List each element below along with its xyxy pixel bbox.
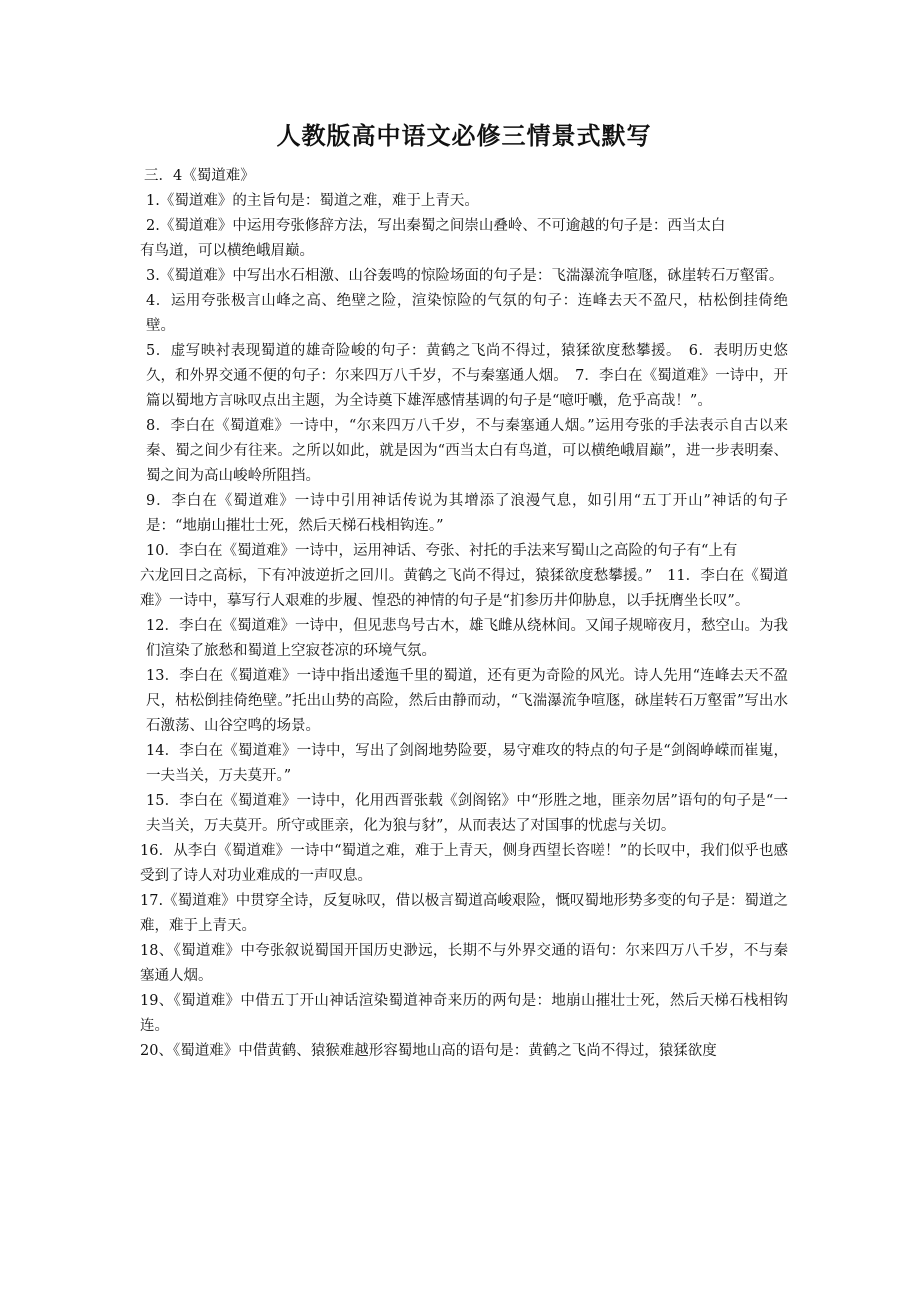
document-title: 人教版高中语文必修三情景式默写 (276, 121, 652, 150)
paragraph: 19、《蜀道难》中借五丁开山神话渲染蜀道神奇来历的两句是：地崩山摧壮士死，然后天梯石栈相钩连。 (140, 993, 788, 1034)
paragraph: 14．李白在《蜀道难》一诗中，写出了剑阁地势险要，易守难攻的特点的句子是“剑阁峥嵘而崔嵬，一夫当关，万夫莫开。” (146, 743, 788, 784)
paragraph: 13．李白在《蜀道难》一诗中指出逶迤千里的蜀道，还有更为奇险的风光。诗人先用“连峰去天不盈尺，枯松倒挂倚绝壁。”托出山势的高险，然后由静而动，“飞湍瀑流争喧豗，砯崖转石万壑雷”写出水石激荡、山谷空鸣的场景。 (146, 668, 788, 734)
paragraph: 17.《蜀道难》中贯穿全诗，反复咏叹，借以极言蜀道高峻艰险，慨叹蜀地形势多变的句子是：蜀道之难，难于上青天。 (140, 893, 788, 934)
paragraph: 8．李白在《蜀道难》一诗中，“尔来四万八千岁，不与秦塞通人烟。”运用夸张的手法表示自古以来秦、蜀之间少有往来。之所以如此，就是因为“西当太白有鸟道，可以横绝峨眉巅”，进一步表明秦、蜀之间为高山峻岭所阻挡。 (146, 418, 788, 484)
paragraph: 4．运用夸张极言山峰之高、绝壁之险，渲染惊险的气氛的句子：连峰去天不盈尺，枯松倒挂倚绝壁。 (146, 293, 788, 334)
paragraph: 20、《蜀道难》中借黄鹤、猿猴难越形容蜀地山高的语句是：黄鹤之飞尚不得过，猿猱欲度 (140, 1043, 717, 1059)
section-heading: 三．4《蜀道难》 (144, 168, 255, 184)
paragraph: 15．李白在《蜀道难》一诗中，化用西晋张载《剑阁铭》中“形胜之地，匪亲勿居”语句的句子是“一夫当关，万夫莫开。所守或匪亲，化为狼与豺”，从而表达了对国事的忧虑与关切。 (146, 793, 788, 834)
paragraph: 六龙回日之高标，下有冲波逆折之回川。黄鹤之飞尚不得过，猿猱欲度愁攀援。” 11．李白在《蜀道难》一诗中，摹写行人艰难的步履、惶恐的神情的句子是“扪参历井仰胁息，以手抚膺坐长叹”。 (140, 568, 788, 609)
paragraph: 5．虚写映衬表现蜀道的雄奇险峻的句子：黄鹤之飞尚不得过，猿猱欲度愁攀援。 6．表明历史悠久，和外界交通不便的句子：尔来四万八千岁，不与秦塞通人烟。 7．李白在《蜀道难》一诗中，开篇以蜀地方言咏叹点出主题，为全诗奠下雄浑感情基调的句子是“噫吁嚱，危乎高哉！”。 (146, 343, 788, 409)
paragraph: 18、《蜀道难》中夸张叙说蜀国开国历史渺远，长期不与外界交通的语句：尔来四万八千岁，不与秦塞通人烟。 (140, 943, 788, 984)
paragraph: 2.《蜀道难》中运用夸张修辞方法，写出秦蜀之间崇山叠岭、不可逾越的句子是：西当太白 (146, 218, 726, 234)
paragraph: 3.《蜀道难》中写出水石相激、山谷轰鸣的惊险场面的句子是：飞湍瀑流争喧豗，砯崖转石万壑雷。 (146, 268, 784, 284)
paragraph: 1.《蜀道难》的主旨句是：蜀道之难，难于上青天。 (146, 193, 479, 209)
paragraph: 9．李白在《蜀道难》一诗中引用神话传说为其增添了浪漫气息，如引用“五丁开山”神话的句子是：“地崩山摧壮士死，然后天梯石栈相钩连。” (146, 493, 788, 534)
paragraph: 16．从李白《蜀道难》一诗中“蜀道之难，难于上青天，侧身西望长咨嗟！”的长叹中，我们似乎也感受到了诗人对功业难成的一声叹息。 (140, 843, 788, 884)
paragraph: 10．李白在《蜀道难》一诗中，运用神话、夸张、衬托的手法来写蜀山之高险的句子有“上有 (146, 543, 738, 559)
paragraph-list (140, 189, 788, 1064)
paragraph: 12．李白在《蜀道难》一诗中，但见悲鸟号古木，雄飞雌从绕林间。又闻子规啼夜月，愁空山。为我们渲染了旅愁和蜀道上空寂苍凉的环境气氛。 (146, 618, 788, 659)
paragraph: 有鸟道，可以横绝峨眉巅。 (140, 243, 314, 259)
document-page (140, 118, 788, 1064)
